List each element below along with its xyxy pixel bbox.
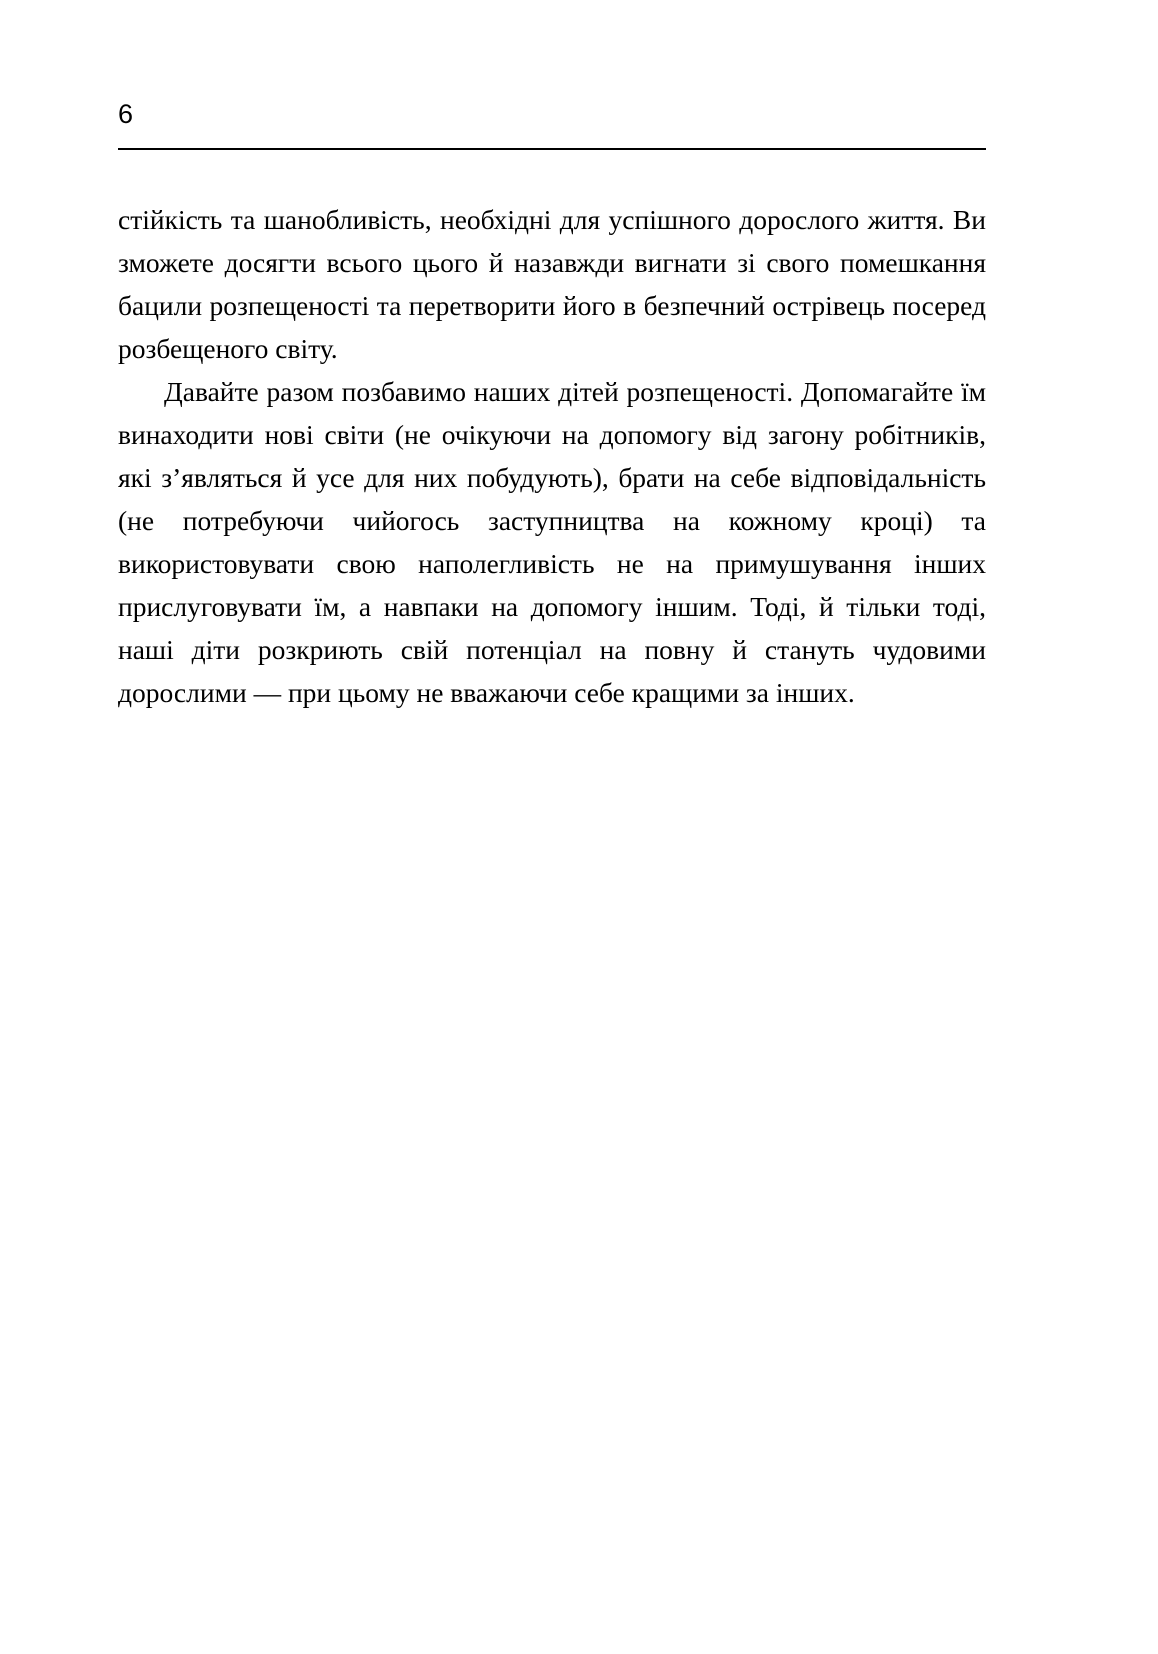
page-header — [118, 100, 986, 158]
page-number: 6 — [118, 99, 134, 129]
body-paragraph-1: стійкість та шанобливість, необхідні для успішного дорослого життя. Ви зможете досягти всього цього й назавжди вигнати зі свого помешкання бацили розпещеності та перетворити його в безпечний острівець посеред розбещеного світу. — [118, 204, 986, 364]
page-body — [118, 198, 986, 714]
body-paragraph-2: Давайте разом позбавимо наших дітей розпещеності. Допомагайте їм винаходити нові світи (не очікуючи на допомогу від загону робітників, які з’являться й усе для них побудують), брати на себе відповідальність (не потребуючи чийогось заступництва на кожному кроці) та використовувати свою наполегливість не на примушування інших прислуговувати їм, а навпаки на допомогу іншим. Тоді, й тільки тоді, наші діти розкриють свій потенціал на повну й стануть чудовими дорослими — при цьому не вважаючи себе кращими за інших. — [118, 376, 986, 708]
header-divider — [118, 148, 986, 150]
